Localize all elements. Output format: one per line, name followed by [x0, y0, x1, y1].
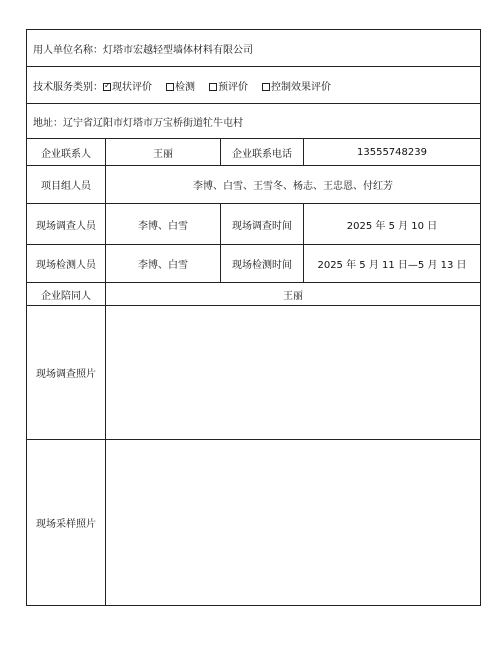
option-label: 检测 — [175, 81, 195, 93]
row-survey — [27, 204, 481, 245]
row-team — [27, 166, 481, 204]
address-label: 地址： — [33, 117, 63, 129]
option-label: 预评价 — [218, 81, 248, 93]
checkbox-icon[interactable] — [262, 83, 270, 91]
option-status-evaluation[interactable] — [103, 78, 152, 93]
record-sheet — [26, 29, 480, 611]
row-accompany — [27, 283, 481, 306]
accompany-value: 王丽 — [106, 283, 481, 306]
row-contact — [27, 139, 481, 166]
checkbox-icon[interactable] — [166, 83, 174, 91]
accompany-label: 企业陪同人 — [27, 283, 106, 306]
survey-time: 2025 年 5 月 10 日 — [304, 204, 481, 245]
contact-value: 王丽 — [106, 139, 221, 166]
option-control-effect[interactable] — [262, 78, 331, 93]
team-value: 李博、白雪、王雪冬、杨志、王忠恩、付红芳 — [106, 166, 481, 204]
checkbox-checked-icon[interactable] — [103, 83, 111, 91]
survey-label: 现场调查人员 — [27, 204, 106, 245]
sampling-photos-label: 现场采样照片 — [27, 440, 106, 606]
record-table — [26, 29, 481, 606]
detection-value: 李博、白雪 — [106, 245, 221, 283]
detection-time: 2025 年 5 月 11 日—5 月 13 日 — [304, 245, 481, 283]
employer-label: 用人单位名称： — [33, 44, 103, 56]
service-type-cell — [27, 67, 481, 104]
row-survey-photos — [27, 306, 481, 440]
address-value: 辽宁省辽阳市灯塔市万宝桥街道牤牛屯村 — [63, 117, 243, 129]
detection-label: 现场检测人员 — [27, 245, 106, 283]
contact-label: 企业联系人 — [27, 139, 106, 166]
sampling-photos-area — [106, 440, 481, 606]
option-pre-evaluation[interactable] — [209, 78, 248, 93]
survey-photos-label: 现场调查照片 — [27, 306, 106, 440]
phone-label: 企业联系电话 — [221, 139, 304, 166]
checkbox-icon[interactable] — [209, 83, 217, 91]
option-label: 控制效果评价 — [271, 81, 331, 93]
row-employer — [27, 30, 481, 67]
phone-value: 13555748239 — [304, 139, 481, 166]
row-service-type — [27, 67, 481, 104]
detection-time-label: 现场检测时间 — [221, 245, 304, 283]
team-label: 项目组人员 — [27, 166, 106, 204]
survey-time-label: 现场调查时间 — [221, 204, 304, 245]
row-detection — [27, 245, 481, 283]
employer-cell — [27, 30, 481, 67]
service-type-label: 技术服务类别： — [33, 81, 103, 93]
survey-photos-area — [106, 306, 481, 440]
employer-value: 灯塔市宏越轻型墙体材料有限公司 — [103, 44, 253, 56]
option-label: 现状评价 — [112, 81, 152, 93]
row-address — [27, 104, 481, 139]
survey-value: 李博、白雪 — [106, 204, 221, 245]
option-detection[interactable] — [166, 78, 195, 93]
address-cell — [27, 104, 481, 139]
row-sampling-photos — [27, 440, 481, 606]
